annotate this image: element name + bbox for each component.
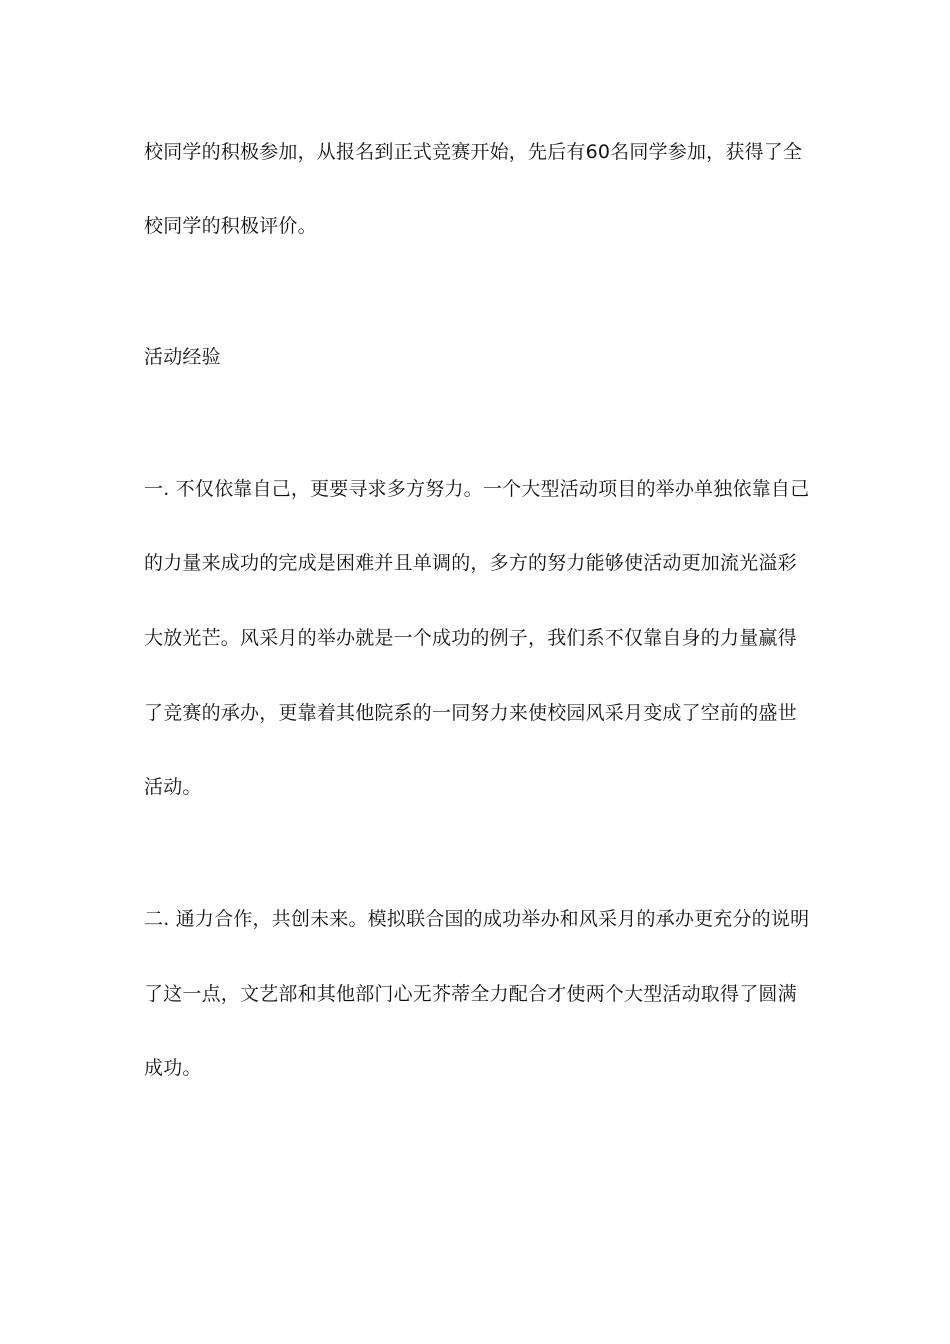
point-two-line-3: 成功。 — [144, 1057, 202, 1079]
point-one-line-2: 的力量来成功的完成是困难并且单调的，多方的努力能够使活动更加流光溢彩 — [144, 552, 797, 574]
point-one-line-5: 活动。 — [144, 776, 202, 798]
section-heading: 活动经验 — [144, 346, 221, 368]
point-one-line-3: 大放光芒。风采月的举办就是一个成功的例子，我们系不仅靠自身的力量赢得 — [144, 627, 797, 649]
point-one-line-1: 一. 不仅依靠自己，更要寻求多方努力。一个大型活动项目的举办单独依靠自己 — [144, 478, 810, 500]
intro-line-2: 校同学的积极评价。 — [144, 215, 317, 237]
intro-line-1: 校同学的积极参加，从报名到正式竞赛开始，先后有60名同学参加，获得了全 — [144, 141, 803, 163]
point-two-line-2: 了这一点，文艺部和其他部门心无芥蒂全力配合才使两个大型活动取得了圆满 — [144, 983, 797, 1005]
point-one-line-4: 了竞赛的承办，更靠着其他院系的一同努力来使校园风采月变成了空前的盛世 — [144, 702, 797, 724]
point-two-line-1: 二. 通力合作，共创未来。模拟联合国的成功举办和风采月的承办更充分的说明 — [144, 908, 810, 930]
